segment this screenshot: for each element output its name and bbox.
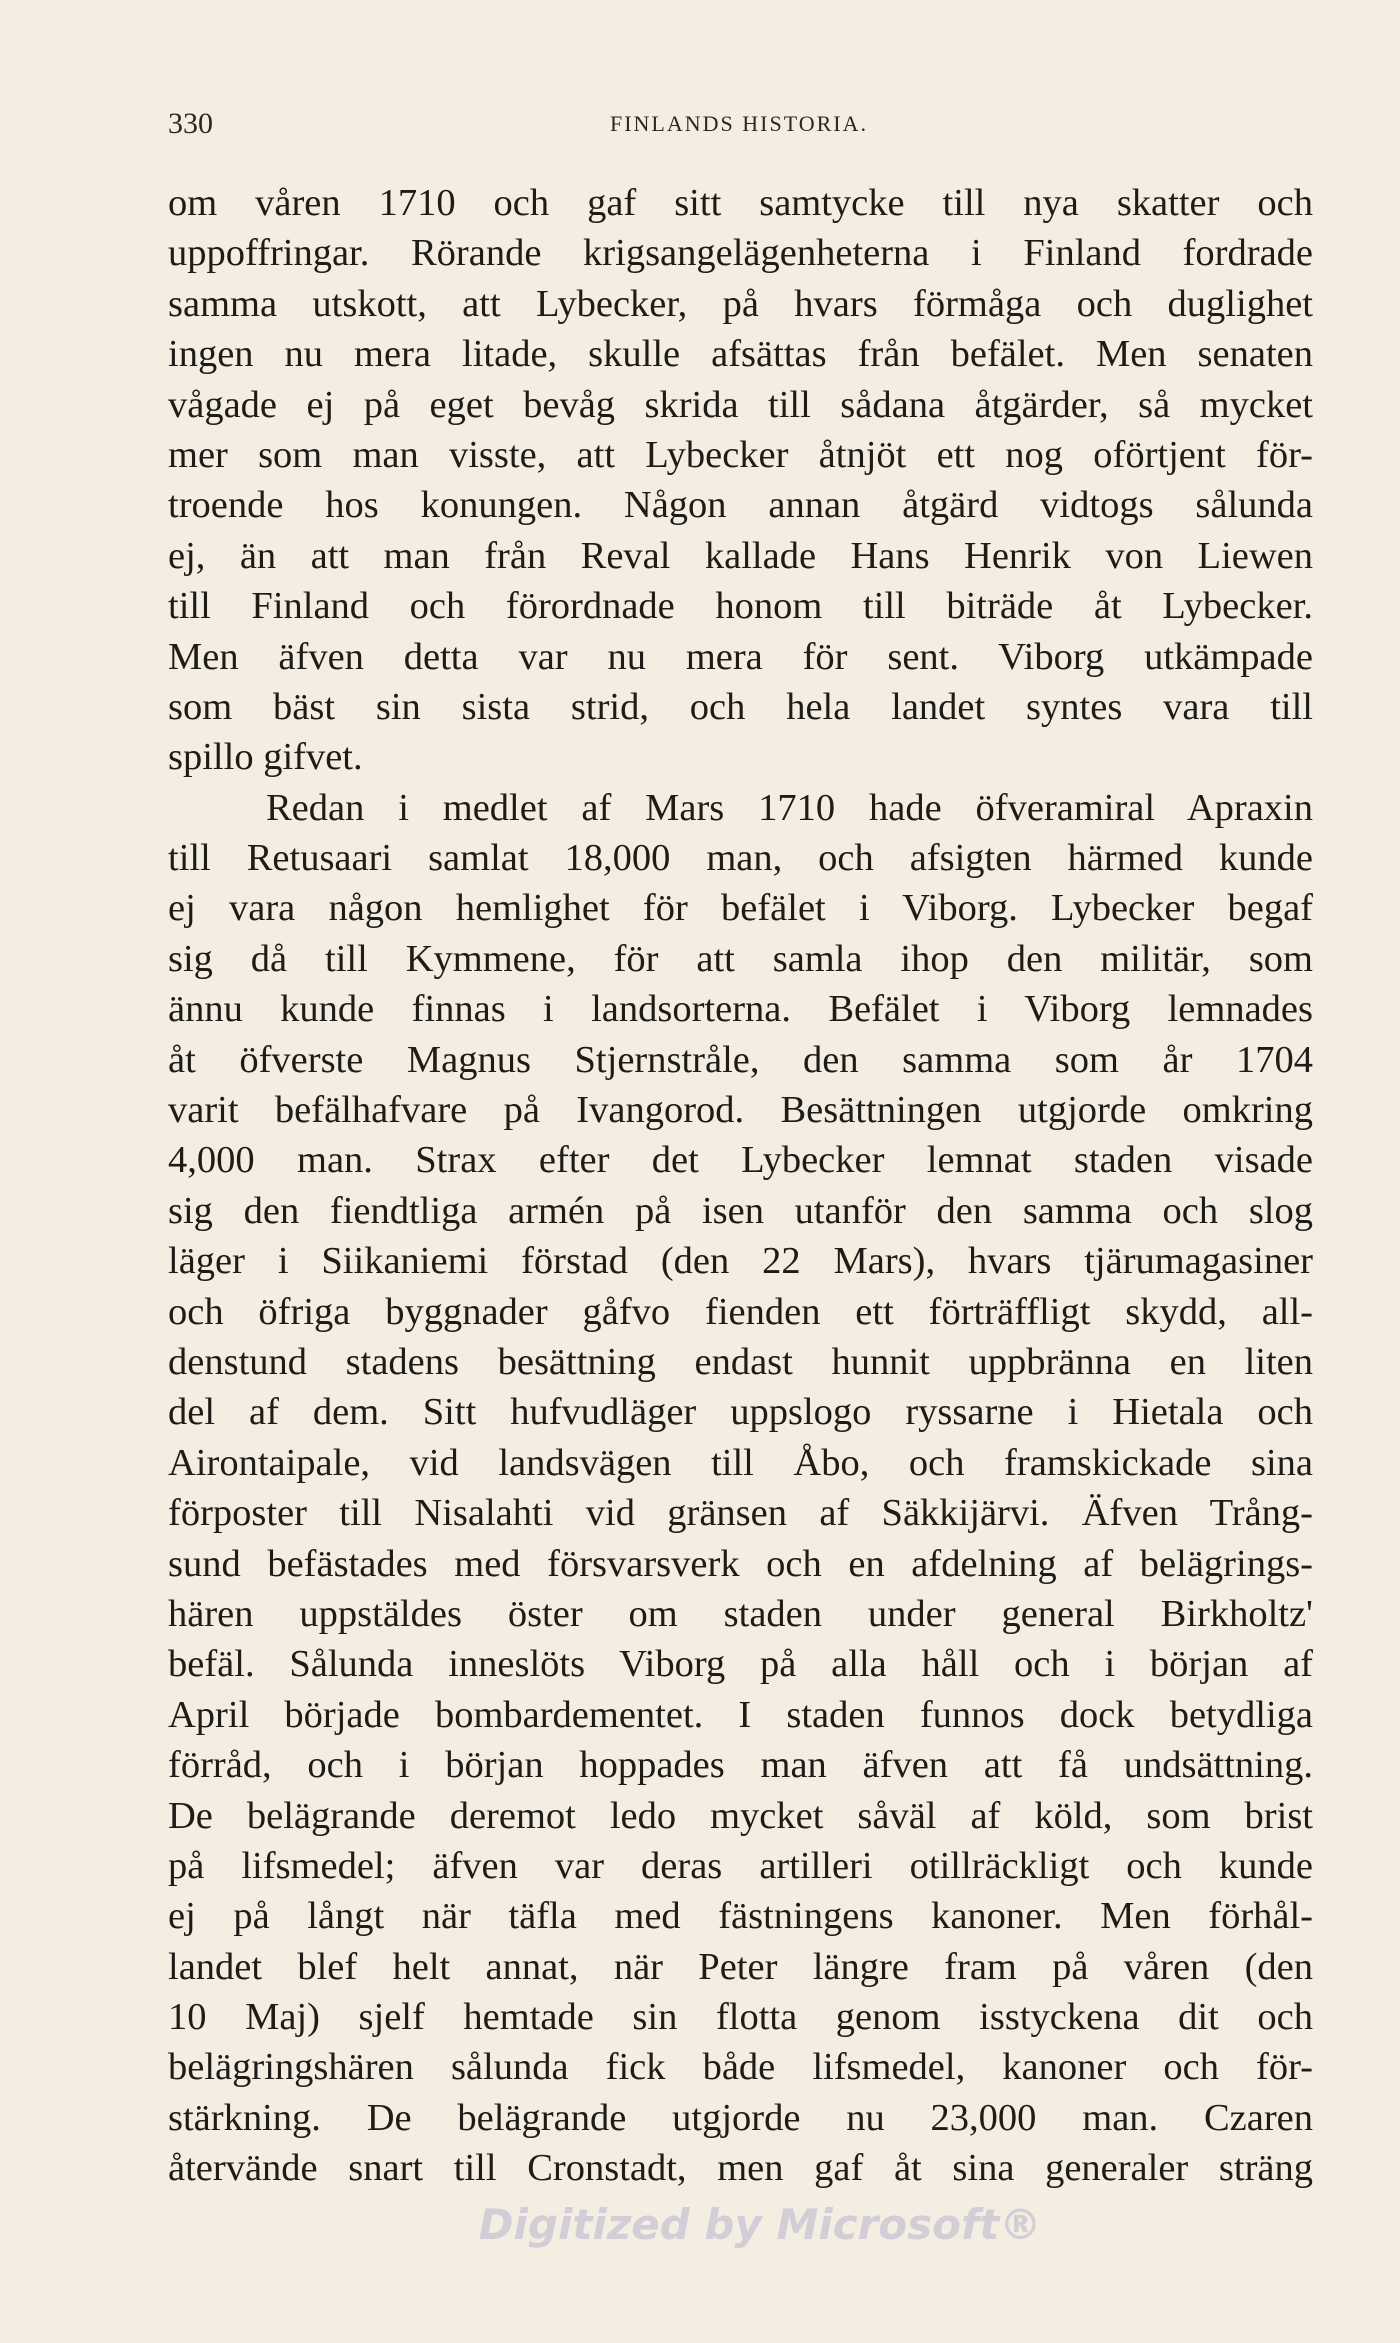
text-line: spillo gifvet. <box>168 736 363 779</box>
text-line: 10 Maj) sjelf hemtade sin flotta genom isstyckena dit och <box>168 1996 1313 2039</box>
page-footer <box>0 2200 1400 2249</box>
text-line: hären uppstäldes öster om staden under general Birkholtz' <box>168 1592 1313 1635</box>
digitized-watermark: Digitized by Microsoft® <box>478 2200 1042 2249</box>
text-line: till Finland och förordnade honom till biträde åt Lybecker. <box>168 585 1313 628</box>
text-line: del af dem. Sitt hufvudläger uppslogo ryssarne i Hietala och <box>168 1391 1313 1434</box>
text-line: ännu kunde finnas i landsorterna. Befälet i Viborg lemnades <box>168 988 1313 1031</box>
text-line: åt öfverste Magnus Stjernstråle, den samma som år 1704 <box>168 1038 1313 1081</box>
text-line: landet blef helt annat, när Peter längre fram på våren (den <box>168 1945 1313 1988</box>
text-line: uppoffringar. Rörande krigsangelägenheterna i Finland fordrade <box>168 232 1313 275</box>
text-line: 4,000 man. Strax efter det Lybecker lemnat staden visade <box>168 1139 1313 1182</box>
text-line: på lifsmedel; äfven var deras artilleri otillräckligt och kunde <box>168 1844 1313 1887</box>
text-line: som bäst sin sista strid, och hela landet syntes vara till <box>168 685 1313 728</box>
text-line: förråd, och i början hoppades man äfven att få undsättning. <box>168 1744 1313 1787</box>
text-line: ej, än att man från Reval kallade Hans Henrik von Liewen <box>168 534 1313 577</box>
text-line: Redan i medlet af Mars 1710 hade öfveramiral Apraxin <box>266 786 1313 829</box>
running-title: FINLANDS HISTORIA. <box>609 111 869 136</box>
text-line: ej på långt när täfla med fästningens kanoner. Men förhål- <box>168 1895 1313 1938</box>
text-line: troende hos konungen. Någon annan åtgärd vidtogs sålunda <box>168 484 1313 527</box>
page-number: 330 <box>168 107 213 140</box>
text-line: samma utskott, att Lybecker, på hvars förmåga och duglighet <box>168 282 1313 325</box>
paragraph-2 <box>168 783 1313 2194</box>
text-line: sig då till Kymmene, för att samla ihop den militär, som <box>168 937 1313 980</box>
text-line: vågade ej på eget bevåg skrida till sådana åtgärder, så mycket <box>168 383 1313 426</box>
text-line: denstund stadens besättning endast hunnit uppbränna en liten <box>168 1340 1313 1383</box>
page-header <box>168 104 1310 144</box>
text-line: sig den fiendtliga armén på isen utanför den samma och slog <box>168 1189 1313 1232</box>
text-line: förposter till Nisalahti vid gränsen af Säkkijärvi. Äfven Trång- <box>168 1492 1313 1535</box>
text-line: befäl. Sålunda inneslöts Viborg på alla håll och i början af <box>168 1643 1313 1686</box>
paragraph-1 <box>168 178 1313 783</box>
text-line: Men äfven detta var nu mera för sent. Viborg utkämpade <box>168 635 1313 678</box>
text-line: till Retusaari samlat 18,000 man, och afsigten härmed kunde <box>168 837 1313 880</box>
text-line: stärkning. De belägrande utgjorde nu 23,000 man. Czaren <box>168 2096 1313 2139</box>
text-line: läger i Siikaniemi förstad (den 22 Mars), hvars tjärumagasiner <box>168 1240 1313 1283</box>
text-line: varit befälhafvare på Ivangorod. Besättningen utgjorde omkring <box>168 1089 1313 1132</box>
text-line: om våren 1710 och gaf sitt samtycke till nya skatter och <box>168 182 1313 224</box>
text-line: April började bombardementet. I staden funnos dock betydliga <box>168 1693 1313 1736</box>
text-line: återvände snart till Cronstadt, men gaf åt sina generaler sträng <box>168 2147 1313 2190</box>
text-line: ej vara någon hemlighet för befälet i Viborg. Lybecker begaf <box>168 887 1313 930</box>
text-line: belägringshären sålunda fick både lifsmedel, kanoner och för- <box>168 2046 1313 2089</box>
body-text <box>168 178 1313 2194</box>
text-line: och öfriga byggnader gåfvo fienden ett förträffligt skydd, all- <box>168 1290 1313 1333</box>
text-line: ingen nu mera litade, skulle afsättas från befälet. Men senaten <box>168 333 1313 376</box>
text-line: Airontaipale, vid landsvägen till Åbo, och framskickade sina <box>168 1441 1313 1484</box>
text-line: sund befästades med försvarsverk och en afdelning af belägrings- <box>168 1542 1313 1585</box>
text-line: mer som man visste, att Lybecker åtnjöt ett nog oförtjent för- <box>168 433 1313 476</box>
text-line: De belägrande deremot ledo mycket såväl af köld, som brist <box>168 1794 1313 1837</box>
